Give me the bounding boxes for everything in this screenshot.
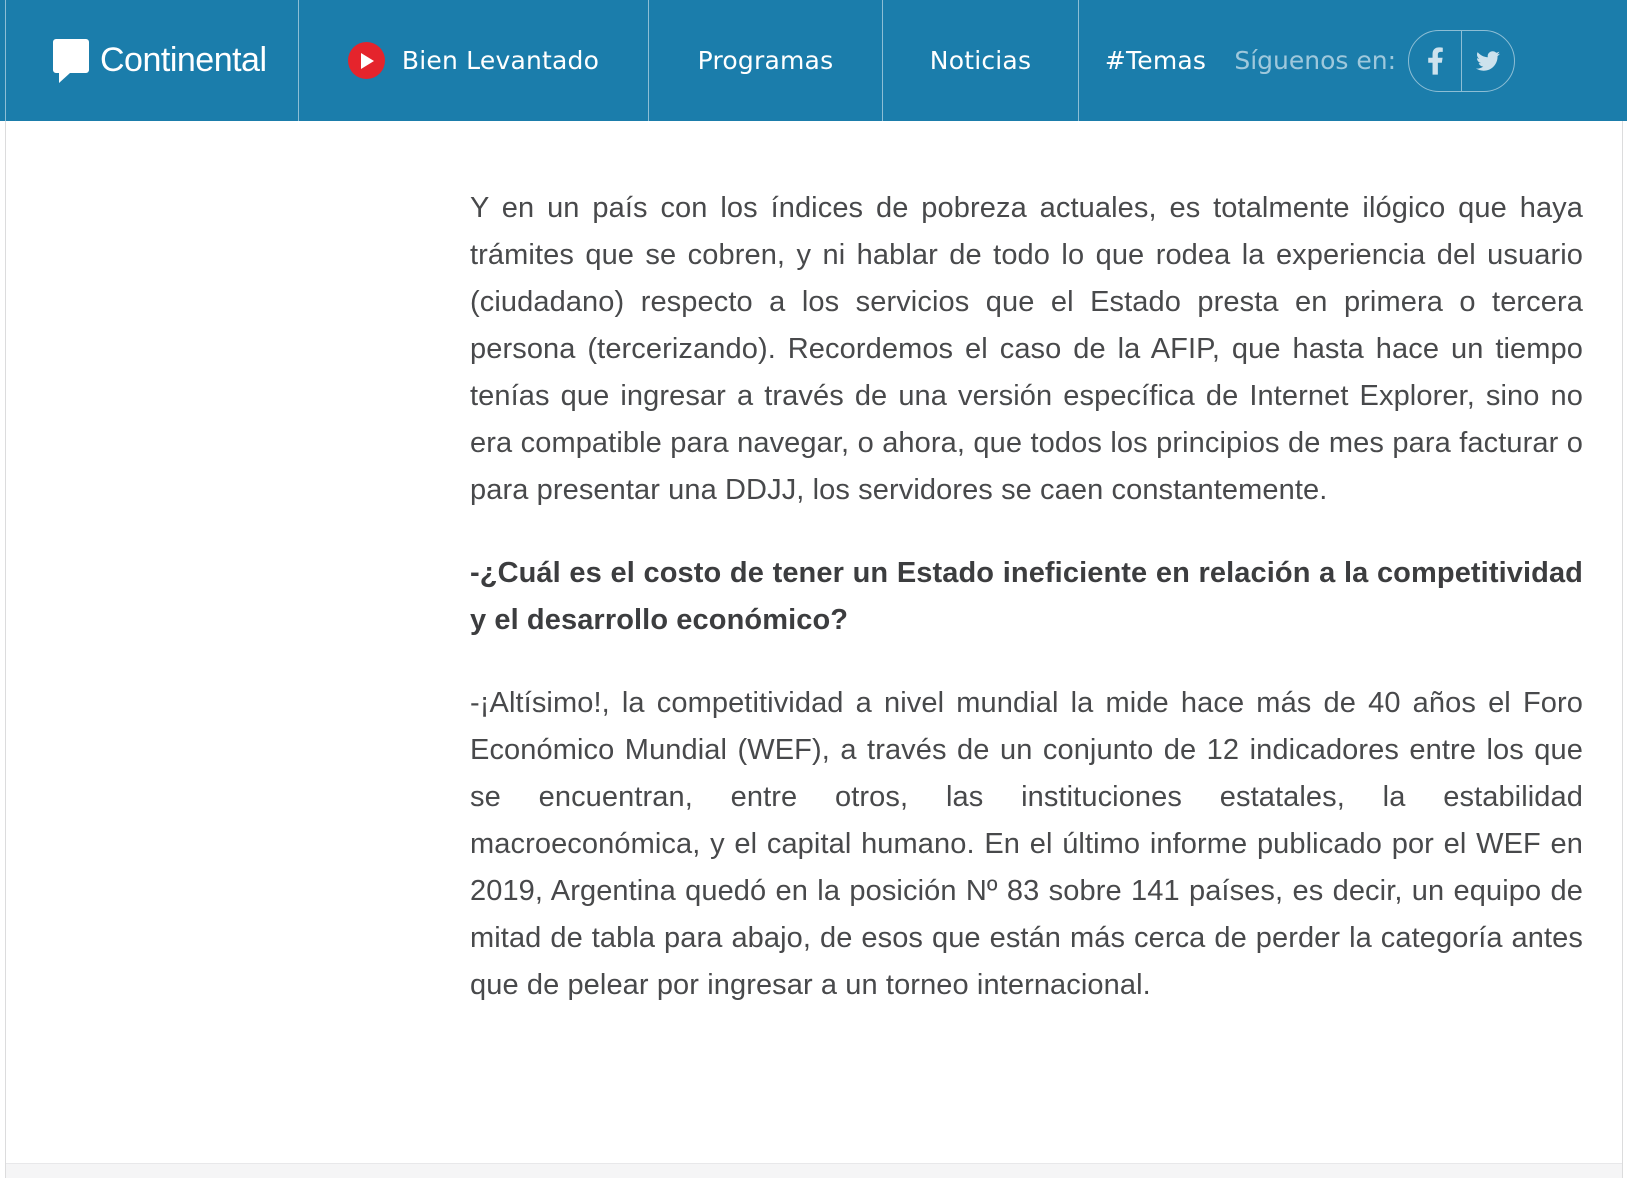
speech-bubble-icon	[52, 38, 90, 83]
follow-label: Síguenos en:	[1234, 46, 1396, 75]
nav-item-bien-levantado[interactable]	[298, 0, 648, 121]
site-logo[interactable]	[52, 38, 267, 83]
social-pill	[1408, 30, 1515, 92]
right-edge-line	[1622, 121, 1623, 1178]
twitter-icon[interactable]	[1461, 31, 1514, 91]
article-paragraph-1: Y en un país con los índices de pobreza actuales, es totalmente ilógico que haya trámites que se cobren, y ni hablar de todo lo que rodea la experiencia del usuario (ciudadano) respecto a los servicios que el Estado presta en primera o tercera persona (tercerizando). Recordemos el caso de la AFIP, que hasta hace un tiempo tenías que ingresar a través de una versión específica de Internet Explorer, sino no era compatible para navegar, o ahora, que todos los principios de mes para facturar o para presentar una DDJJ, los servidores se caen constantemente.	[470, 192, 1583, 506]
nav-item-noticias[interactable]	[882, 0, 1078, 121]
left-edge-line-header	[5, 0, 6, 121]
bottom-strip	[6, 1163, 1622, 1178]
logo-cell	[0, 0, 298, 121]
facebook-icon[interactable]	[1409, 31, 1461, 91]
follow-section	[1232, 0, 1627, 121]
nav-label-noticias: Noticias	[929, 46, 1032, 75]
left-edge-line	[5, 121, 6, 1178]
article-paragraph-2: -¡Altísimo!, la competitividad a nivel mundial la mide hace más de 40 años el Foro Económico Mundial (WEF), a través de un conjunto de 12 indicadores entre los que se encuentran, entre otros, las instituciones estatales, la estabilidad macroeconómica, y el capital humano. En el último informe publicado por el WEF en 2019, Argentina quedó en la posición Nº 83 sobre 141 países, es decir, un equipo de mitad de tabla para abajo, de esos que están más cerca de perder la categoría antes que de pelear por ingresar a un torneo internacional.	[470, 687, 1583, 1001]
nav-label-bien-levantado: Bien Levantado	[401, 46, 600, 75]
nav-label-programas: Programas	[697, 46, 834, 75]
nav-label-temas: #Temas	[1104, 46, 1207, 75]
article-body	[470, 185, 1583, 1045]
article-question: -¿Cuál es el costo de tener un Estado ineficiente en relación a la competitividad y el desarrollo económico?	[470, 557, 1583, 636]
nav-item-programas[interactable]	[648, 0, 882, 121]
top-nav	[0, 0, 1627, 121]
play-icon	[348, 42, 385, 79]
logo-text: Continental	[100, 41, 267, 79]
nav-item-temas[interactable]	[1078, 0, 1232, 121]
